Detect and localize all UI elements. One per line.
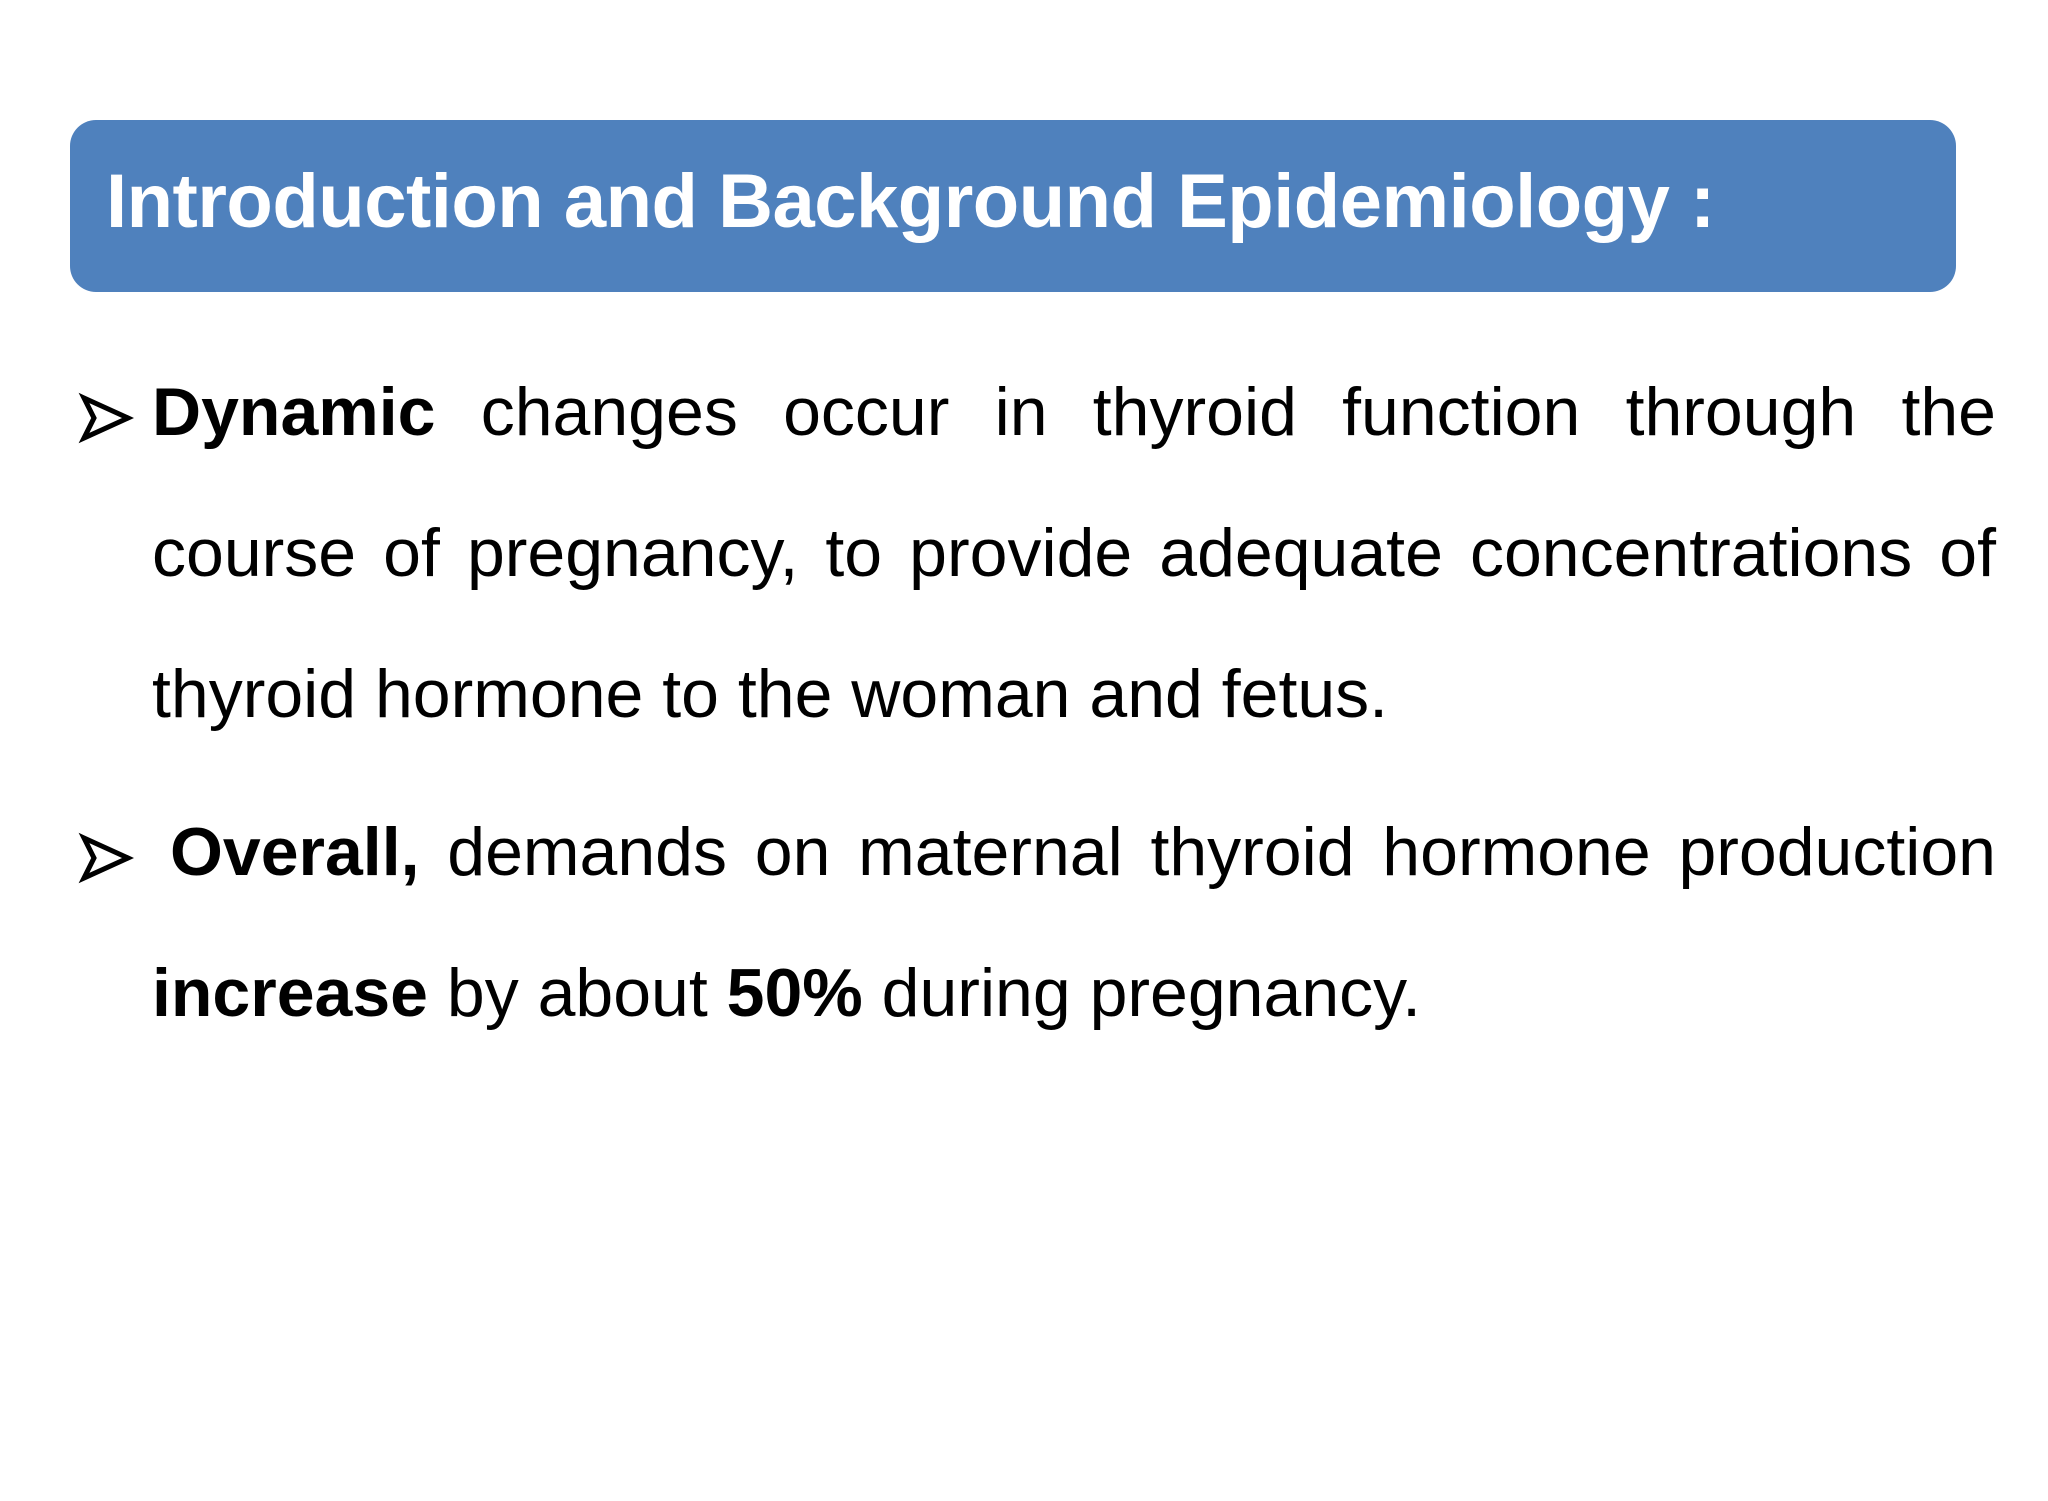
- title-banner: [70, 120, 1956, 292]
- bullet-body: changes occur in thyroid function through the course of pregnancy, to provide adequate concentrations of thyroid hormone to the woman and fetus.: [152, 374, 1996, 732]
- bullet-text: [152, 342, 1996, 765]
- arrowhead-icon: [78, 830, 134, 886]
- bullet-body: by about: [427, 955, 727, 1031]
- bullet-text: [152, 782, 1996, 1064]
- bullet-item: [78, 806, 1996, 1064]
- bullet-body: during pregnancy.: [862, 955, 1421, 1031]
- bullet-bold-increase: increase: [152, 955, 428, 1031]
- bullet-item: [78, 366, 1996, 765]
- bullet-lead-bold: Dynamic: [152, 374, 436, 450]
- bullet-bold-percent: 50%: [726, 955, 863, 1031]
- slide-title: Introduction and Background Epidemiology :: [106, 159, 1715, 244]
- arrowhead-icon: [78, 390, 134, 446]
- bullet-body: demands on maternal thyroid hormone production: [419, 814, 1996, 890]
- bullet-lead-bold: Overall,: [170, 814, 420, 890]
